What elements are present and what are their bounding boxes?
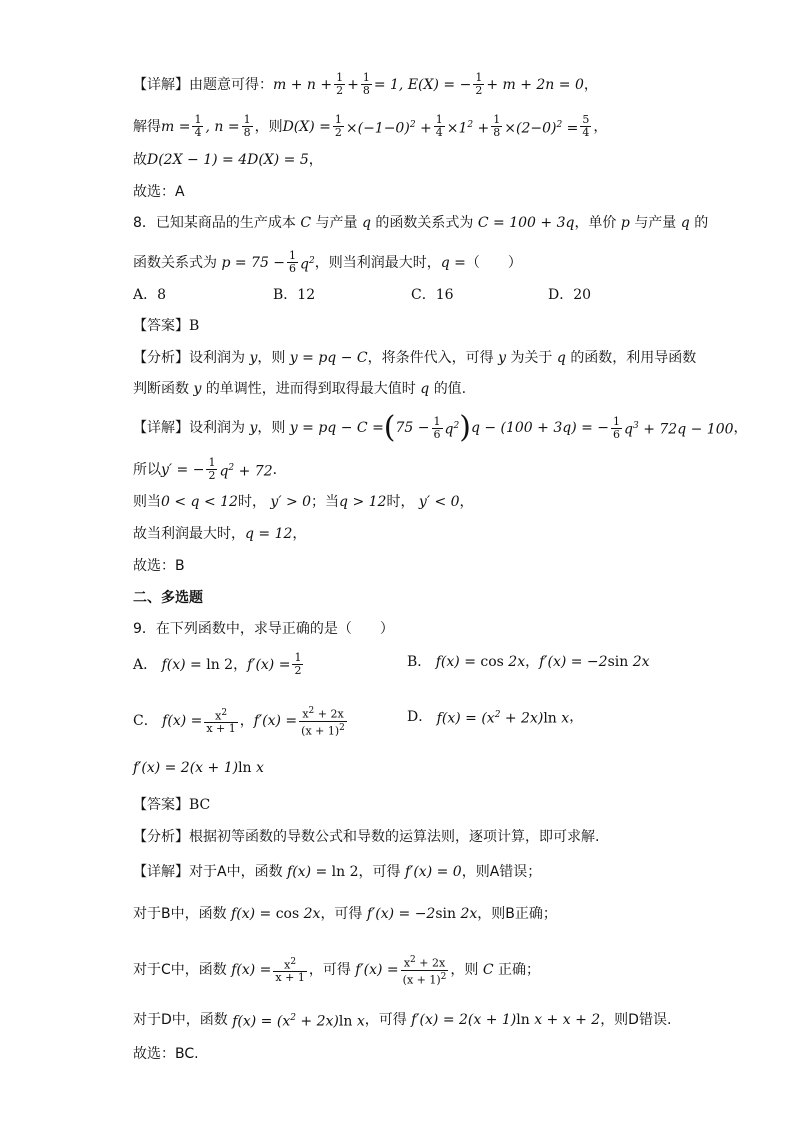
q9-option-d-cont: f′(x) = 2(x + 1)ln x — [133, 760, 264, 776]
q9-answer: 【答案】 BC — [133, 797, 211, 813]
q8-option-b: B．12 — [273, 287, 316, 303]
q8-options — [133, 285, 591, 305]
q8-option-a: A．8 — [133, 287, 167, 303]
detail-tag: 【详解】 — [133, 76, 189, 93]
q9-option-d: D． $f(x) = (x^2 + 2x)\ln$ x ， — [407, 708, 584, 727]
q9-option-a: A． f(x) = ln 2 ， f′(x) = $\frac{1}{2}$ — [133, 651, 302, 677]
q8-detail-line4: 故当利润最大时， q = 12 ， — [133, 526, 307, 542]
section-title: 二、多选题 — [133, 590, 203, 606]
q8-detail-line3: 则当 0 < q < 12 时， y′ > 0 ；当 q > 12 时， y′ < 0 ， — [133, 494, 474, 510]
q8-answer-line: 故选：B — [133, 558, 185, 574]
q8-detail-line1: 【详解】 设利润为 y ，则 y = pq − C = ( 75 − $\frac{1}{6}$ $q^2$ ) q − (100 + 3q) = − $\frac{1}{6}$ $q^3 + 72q - 100$ ， — [133, 410, 748, 445]
q9-option-b: B． f(x) = cos 2x ， f′(x) = −2sin 2x — [407, 654, 650, 670]
q9-detail-b: 对于B中，函数 f(x) = cos 2x ，可得 f′(x) = −2sin 2x ，则B正确； — [133, 906, 557, 922]
q9-answer-line: 故选：BC. — [133, 1046, 199, 1062]
q8-stem-line2: 函数关系式为 p = 75 − $\frac{1}{6}$ $q^2$ ，则当利润最大时， q = （ ） — [133, 249, 522, 275]
q9-detail-a: 【详解】 对于A中，函数 f(x) = ln 2 ，可得 f′(x) = 0 ，则A错误； — [133, 864, 542, 880]
q8-stem-line1: 8．已知某商品的生产成本 C 与产量 q 的函数关系式为 C = 100 + 3q ，单价 p 与产量 q 的 — [133, 215, 709, 231]
q8-analysis-line1: 【分析】 设利润为 y ，则 y = pq − C ，将条件代入，可得 y 为关于 q 的函数，利用导函数 — [133, 350, 697, 366]
q9-analysis: 【分析】 根据初等函数的导数公式和导数的运算法则，逐项计算，即可求解. — [133, 829, 600, 845]
math-expr: m + n + — [273, 76, 333, 93]
q9-detail-c: 对于C中，函数 f(x) = $\frac{x^2}{x + 1}$ ，可得 f′(x) = $\frac{x^2 + 2x}{(x + 1)^2}$ ，则 C 正确； — [133, 955, 541, 987]
q7-answer-line: 故选：A — [133, 184, 185, 200]
q8-option-c: C．16 — [411, 287, 454, 303]
q8-option-d: D．20 — [548, 287, 592, 303]
q9-detail-d: 对于D中，函数 $f(x) = (x^2 + 2x)\ln$ x ，可得 f′(x) = 2(x + 1)ln x + x + 2 ，则D错误. — [133, 1011, 672, 1030]
q8-detail-line2: 所以 y′ = − $\frac{1}{2}$ $q^2 + 72$ ． — [133, 456, 287, 482]
q9-stem: 9．在下列函数中，求导正确的是（ ） — [133, 621, 394, 637]
q7-detail-line1: 【详解】 由题意可得： m + n + $\frac{1}{2}$ + $\frac{1}{8}$ = 1, E(X) = − $\frac{1}{2}$ + m + 2n = 0 ， — [133, 71, 598, 97]
q7-detail-line2: 解得 m = $\frac{1}{4}$ , n = $\frac{1}{8}$ ，则 D(X) = $\frac{1}{2}$ $\times(-1-0)^2$ + $\frac{1}{4}$ $\times 1^2$ + $\frac{1}{8}$ $\times(2-0)^2$ = $\frac{5}{4}$ ， — [133, 113, 608, 139]
q8-analysis-line2: 判断函数 y 的单调性，进而得到取得最大值时 q 的值. — [133, 381, 467, 397]
q8-answer: 【答案】 B — [133, 318, 200, 334]
q7-detail-line3: 故 D(2X − 1) = 4D(X) = 5 ， — [133, 152, 323, 168]
q9-option-c: C． f(x) = $\frac{x^2}{x + 1}$ ， f′(x) = $\frac{x^2 + 2x}{(x + 1)^2}$ — [133, 706, 345, 738]
